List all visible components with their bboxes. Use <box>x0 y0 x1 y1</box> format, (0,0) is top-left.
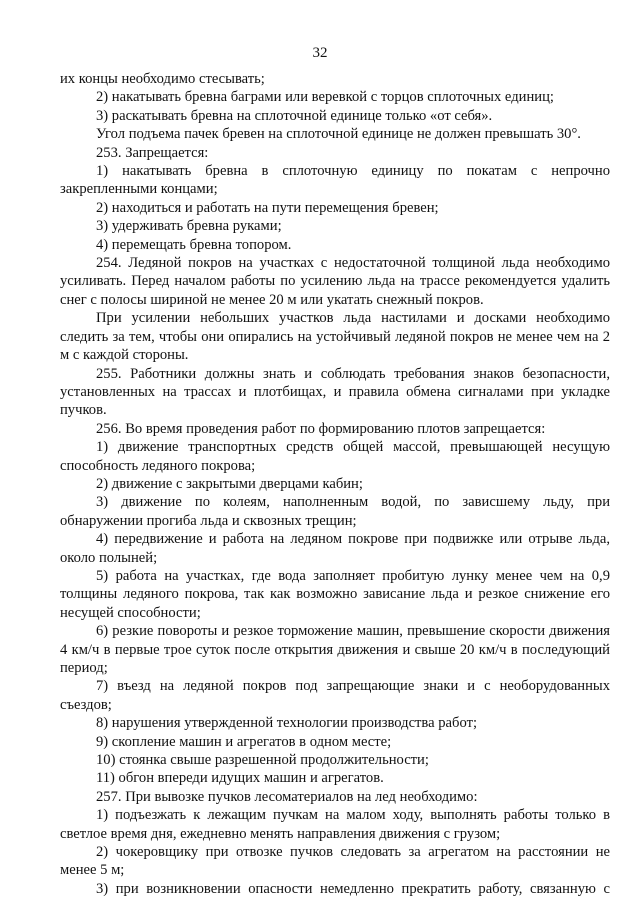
paragraph: 257. При вывозке пучков лесоматериалов на лед необходимо: <box>96 788 478 805</box>
paragraph: 2) движение с закрытыми дверцами кабин; <box>96 475 363 492</box>
paragraph: 253. Запрещается: <box>96 144 209 161</box>
paragraph: 254. Ледяной покров на участках с недостаточной толщиной льда необходимо усиливать. Перед началом работы по усилению льда на трассе рекомендуется удалить снег с полосы шириной не менее 20 м или укатать снежный покров. <box>60 255 610 308</box>
paragraph: 1) подъезжать к лежащим пучкам на малом ходу, выполнять работы только в светлое время дня, ежедневно менять направления движения с грузом; <box>60 807 610 842</box>
paragraph: 3) удерживать бревна руками; <box>96 218 282 235</box>
paragraph: их концы необходимо стесывать; <box>60 71 265 87</box>
paragraph: 255. Работники должны знать и соблюдать требования знаков безопасности, установленных на трассах и плотбищах, и правила обмена сигналами при укладке пучков. <box>60 365 610 419</box>
paragraph: 3) раскатывать бревна на сплоточной единице только «от себя». <box>96 107 493 124</box>
paragraph: 2) чокеровщику при отвозке пучков следовать за агрегатом на расстоянии не менее 5 м; <box>60 844 610 879</box>
paragraph: 2) накатывать бревна баграми или веревкой с торцов сплоточных единиц; <box>96 89 554 106</box>
paragraph: 9) скопление машин и агрегатов в одном месте; <box>96 733 392 750</box>
paragraph: 1) накатывать бревна в сплоточную единицу по покатам с непрочно закрепленными концами; <box>60 163 610 198</box>
document-body <box>60 70 610 898</box>
paragraph: 5) работа на участках, где вода заполняет пробитую лунку менее чем на 0,9 толщины ледяного покрова, так как возможно зависание льда и резкое снижение его несущей способности; <box>60 567 610 621</box>
paragraph: 11) обгон впереди идущих машин и агрегатов. <box>96 770 384 787</box>
paragraph: При усилении небольших участков льда настилами и досками необходимо следить за тем, чтобы они опирались на устойчивый ледяной покров не менее чем на 2 м с каждой стороны. <box>60 310 610 364</box>
paragraph: 4) передвижение и работа на ледяном покрове при подвижке или отрыве льда, около полыней; <box>60 531 610 566</box>
paragraph: 3) при возникновении опасности немедленно прекратить работу, связанную с <box>96 880 610 897</box>
paragraph: 256. Во время проведения работ по формированию плотов запрещается: <box>96 420 546 437</box>
paragraph: 1) движение транспортных средств общей массой, превышающей несущую способность ледяного покрова; <box>60 439 610 474</box>
paragraph: Угол подъема пачек бревен на сплоточной единице не должен превышать 30°. <box>96 126 581 143</box>
page-number: 32 <box>312 45 328 61</box>
paragraph: 2) находиться и работать на пути перемещения бревен; <box>96 199 439 216</box>
paragraph: 6) резкие повороты и резкое торможение машин, превышение скорости движения 4 км/ч в первые трое суток после открытия движения и свыше 20 км/ч в последующий период; <box>60 623 610 676</box>
paragraph: 10) стоянка свыше разрешенной продолжительности; <box>96 752 429 769</box>
paragraph: 4) перемещать бревна топором. <box>96 236 292 253</box>
paragraph: 3) движение по колеям, наполненным водой, по зависшему льду, при обнаружении прогиба льда и сквозных трещин; <box>60 494 610 529</box>
paragraph: 8) нарушения утвержденной технологии производства работ; <box>96 715 477 732</box>
paragraph: 7) въезд на ледяной покров под запрещающие знаки и с необорудованных съездов; <box>60 678 610 713</box>
